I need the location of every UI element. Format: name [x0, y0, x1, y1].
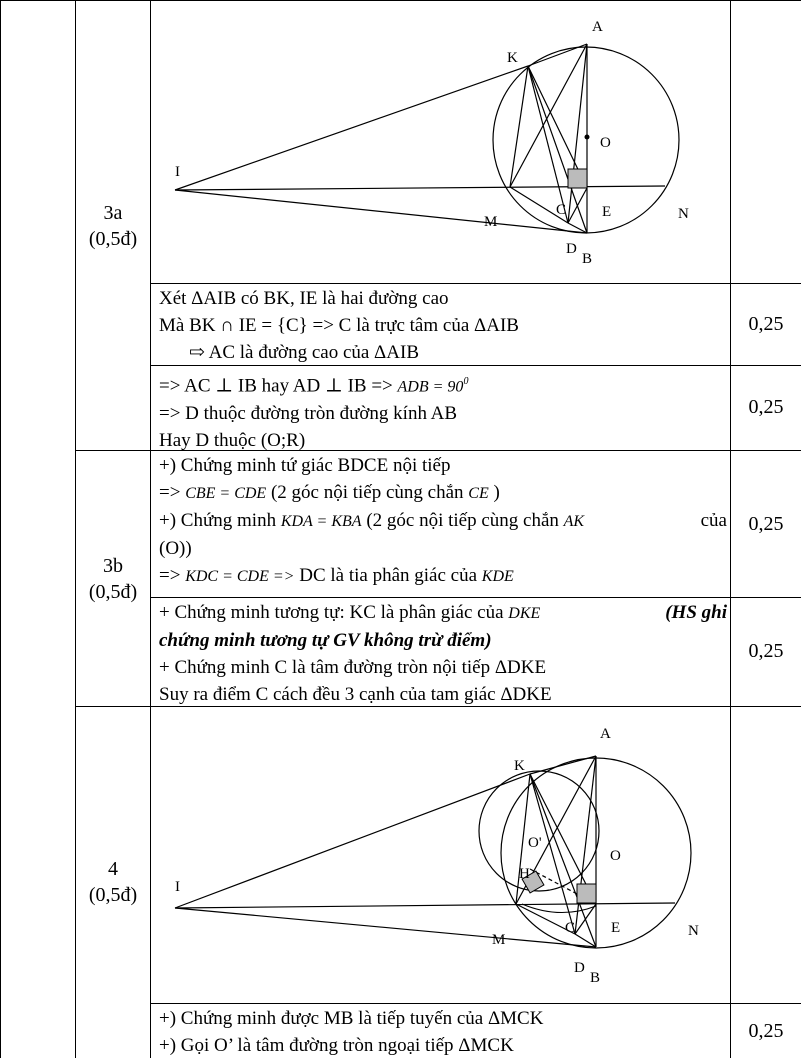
math-expression: KDC = CDE => — [185, 568, 295, 585]
point-label-D: D — [566, 241, 577, 257]
text-line: (O)) — [159, 538, 192, 559]
point-label-C: C — [565, 920, 576, 936]
point-label-C: C — [556, 202, 567, 218]
geometry-figure-4 — [0, 706, 801, 1003]
point-label-B: B — [590, 970, 601, 986]
text: của — [700, 510, 727, 531]
text: => AC ⊥ IB hay AD ⊥ IB => — [159, 375, 393, 397]
math-expression: KDE — [481, 568, 514, 585]
note-text: (HS ghi — [665, 602, 727, 623]
text-line — [159, 368, 727, 400]
text-line — [159, 479, 727, 507]
text: +) Chứng minh — [159, 510, 277, 531]
text: + Chứng minh tương tự: KC là phân giác của — [159, 602, 504, 623]
circle-O — [493, 47, 679, 233]
score-cell: 0,25 — [748, 513, 784, 535]
point-label-O: O — [610, 848, 621, 864]
section-points: (0,5đ) — [88, 228, 138, 250]
geometry-figure-3a — [0, 0, 801, 290]
point-label-N: N — [678, 206, 689, 222]
point-label-A: A — [592, 19, 603, 35]
point-label-Oprime: O' — [528, 835, 542, 851]
center-dot — [585, 135, 590, 140]
text: (2 góc nội tiếp cùng chắn — [366, 510, 559, 531]
text-line — [159, 599, 727, 627]
score-cell: 0,25 — [748, 313, 784, 335]
section-number: 3b — [103, 555, 123, 577]
point-label-E: E — [602, 204, 612, 220]
proof-step-5 — [159, 1005, 727, 1059]
point-label-B: B — [582, 251, 593, 267]
text-line: +) Chứng minh tứ giác BDCE nội tiếp — [159, 455, 451, 476]
point-label-M: M — [484, 214, 498, 230]
text: => — [159, 482, 181, 503]
math-expression: CE — [468, 485, 489, 502]
point-label-A: A — [600, 726, 611, 742]
text: (2 góc nội tiếp cùng chắn — [270, 482, 464, 503]
proof-step-4 — [159, 599, 727, 708]
point-label-I: I — [175, 164, 180, 180]
row-divider — [150, 597, 801, 598]
text-line: +) Chứng minh được MB là tiếp tuyến của ΔMCK — [159, 1008, 544, 1029]
math-expression: ADB = 90 — [397, 378, 464, 396]
section-points: (0,5đ) — [88, 581, 138, 603]
text-line: => D thuộc đường tròn đường kính AB — [159, 403, 458, 425]
text-line — [159, 562, 727, 590]
score-cell: 0,25 — [748, 640, 784, 662]
text: => — [159, 565, 181, 586]
score-cell: 0,25 — [748, 396, 784, 418]
math-expression: AK — [563, 513, 585, 530]
proof-step-1 — [159, 285, 727, 366]
section-points: (0,5đ) — [88, 884, 138, 906]
right-angle-mark — [577, 884, 596, 903]
math-expression: DKE — [508, 605, 541, 622]
point-label-I: I — [175, 879, 180, 895]
section-number: 3a — [103, 202, 123, 224]
note-text: chứng minh tương tự GV không trừ điểm) — [159, 630, 492, 651]
text-line: Hay D thuộc (O;R) — [159, 430, 306, 452]
section-number: 4 — [108, 858, 118, 880]
proof-step-3 — [159, 452, 727, 590]
arc-mark — [522, 904, 596, 913]
text-line: Xét ΔAIB có BK, IE là hai đường cao — [159, 288, 449, 309]
score-cell: 0,25 — [748, 1020, 784, 1042]
text-line: Suy ra điểm C cách đều 3 cạnh của tam giác ΔDKE — [159, 684, 552, 705]
point-label-E: E — [611, 920, 621, 936]
point-label-D: D — [574, 960, 585, 976]
math-expression: KDA = KBA — [280, 513, 362, 530]
section-3b-label — [76, 553, 150, 605]
right-angle-mark — [568, 169, 587, 188]
text-line: ⇨ AC là đường cao của ΔAIB — [189, 342, 419, 363]
point-label-K: K — [514, 758, 525, 774]
text-line: +) Gọi O’ là tâm đường tròn ngoại tiếp ΔMCK — [159, 1035, 514, 1056]
row-divider — [150, 1003, 801, 1004]
text: DC là tia phân giác của — [299, 565, 478, 586]
point-label-K: K — [507, 50, 518, 66]
math-expression: CBE = CDE — [185, 485, 267, 502]
proof-step-2 — [159, 368, 727, 454]
superscript: 0 — [463, 376, 469, 387]
point-label-M: M — [492, 932, 506, 948]
text-line: + Chứng minh C là tâm đường tròn nội tiếp ΔDKE — [159, 657, 547, 678]
text-line: Mà BK ∩ IE = {C} => C là trực tâm của ΔAIB — [159, 315, 519, 336]
text-line — [159, 507, 727, 535]
circle-Oprime — [479, 771, 599, 891]
text: ) — [493, 482, 500, 503]
point-label-N: N — [688, 923, 699, 939]
point-label-O: O — [600, 135, 611, 151]
point-label-H: H — [519, 866, 530, 882]
